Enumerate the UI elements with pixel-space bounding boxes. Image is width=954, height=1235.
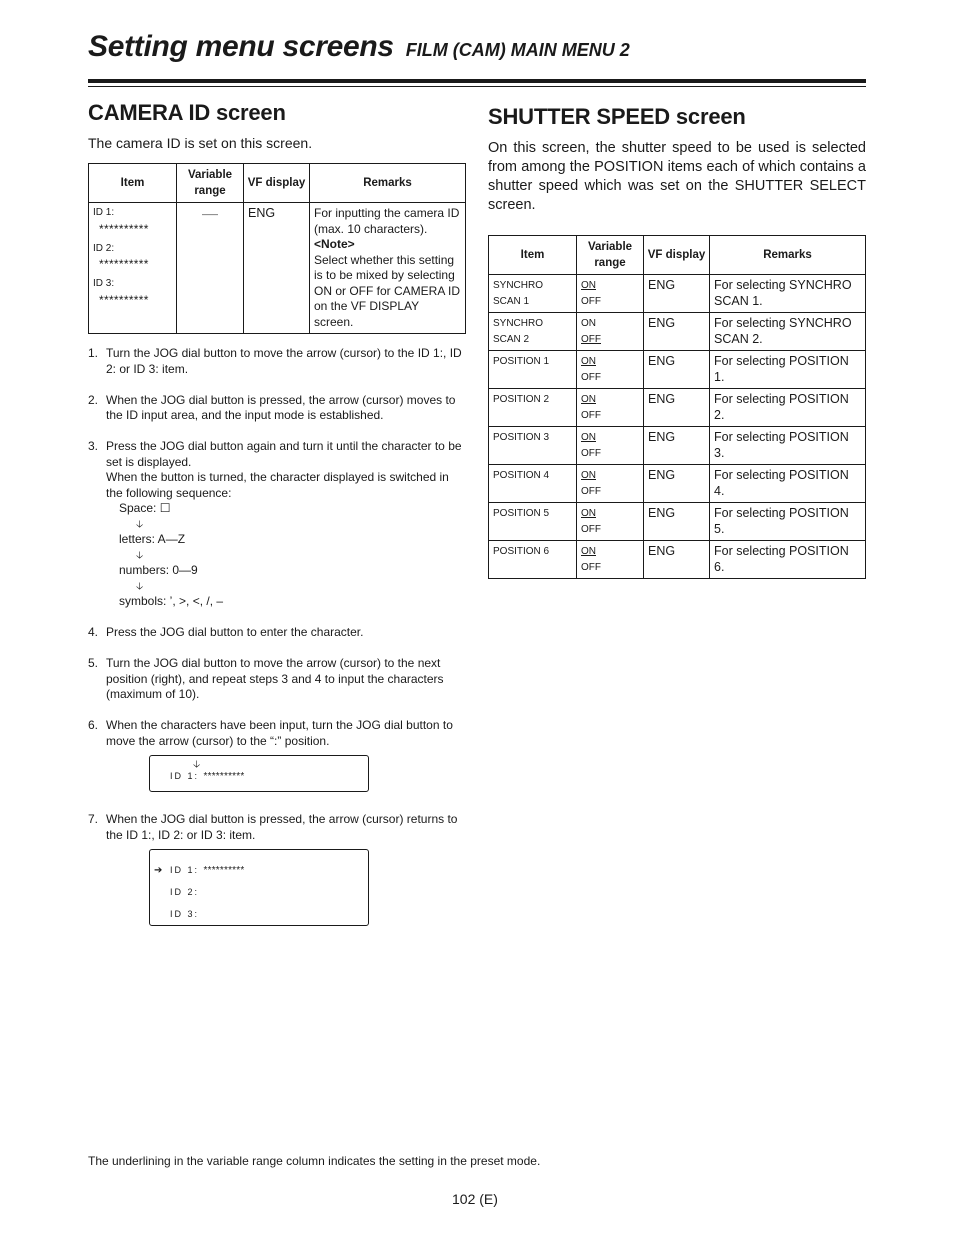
- option-on: ON: [581, 470, 596, 481]
- sequence-item: letters: A—Z: [119, 532, 186, 546]
- table-row: [489, 465, 866, 503]
- item-cell: SYNCHRO SCAN 2: [489, 313, 577, 351]
- remarks-note-label: <Note>: [314, 237, 355, 251]
- table-header-row: [489, 236, 866, 275]
- camera-id-intro: The camera ID is set on this screen.: [88, 135, 313, 151]
- option-on: ON: [581, 546, 596, 557]
- table-row: [489, 503, 866, 541]
- table-row: [489, 389, 866, 427]
- vf-cell: ENG: [244, 203, 310, 334]
- range-cell: [577, 313, 644, 351]
- remarks-cell: For selecting POSITION 6.: [710, 541, 866, 579]
- screen-line-value: **********: [203, 771, 245, 782]
- list-item: 5. Turn the JOG dial button to move the arrow (cursor) to the next position (right), and repeat steps 3 and 4 to input the characters (maximum of 10).: [88, 656, 444, 701]
- id-label: ID 1:: [93, 207, 115, 218]
- range-cell: [577, 351, 644, 389]
- screen-line-value: **********: [203, 865, 245, 876]
- arrow-down-icon: 🡣: [136, 549, 144, 561]
- vf-cell: ENG: [644, 541, 710, 579]
- arrow-right-icon: ➔: [154, 865, 163, 876]
- camera-id-steps: [88, 346, 466, 926]
- vf-cell: ENG: [644, 275, 710, 313]
- table-row: [489, 351, 866, 389]
- header-remarks: Remarks: [310, 164, 466, 203]
- screen-line-label: ID 1:: [170, 771, 200, 781]
- character-sequence: [119, 501, 466, 610]
- range-cell: [577, 389, 644, 427]
- remarks-main: For inputting the camera ID (max. 10 characters).: [314, 206, 460, 236]
- item-cell: POSITION 5: [489, 503, 577, 541]
- page-header: [88, 30, 866, 64]
- id-label: ID 2:: [93, 242, 115, 254]
- list-item: 7. When the JOG dial button is pressed, the arrow (cursor) returns to the ID 1:, ID 2: or ID 3: item.: [88, 812, 458, 842]
- option-on: ON: [581, 508, 596, 519]
- screen-illustration-2: [149, 849, 369, 926]
- id-value: **********: [99, 292, 149, 307]
- header-remarks: Remarks: [710, 236, 866, 275]
- id-items-cell: [89, 203, 177, 334]
- shutter-speed-section: [488, 104, 866, 579]
- camera-id-table: [88, 163, 466, 334]
- header-item: Item: [489, 236, 577, 275]
- screen-line-label: ID 2:: [170, 887, 200, 897]
- option-on: ON: [581, 394, 596, 405]
- list-item: 1. Turn the JOG dial button to move the arrow (cursor) to the ID 1:, ID 2: or ID 3: item.: [88, 346, 462, 376]
- table-row: [489, 541, 866, 579]
- range-cell: [577, 465, 644, 503]
- range-dash: ——: [202, 210, 218, 219]
- header-vf-display: VF display: [644, 236, 710, 275]
- item-cell: POSITION 3: [489, 427, 577, 465]
- vf-cell: ENG: [644, 465, 710, 503]
- range-cell: [577, 427, 644, 465]
- remarks-cell: For selecting POSITION 4.: [710, 465, 866, 503]
- remarks-cell: For selecting POSITION 1.: [710, 351, 866, 389]
- header-rule-thick: [88, 79, 866, 83]
- footnote: The underlining in the variable range column indicates the setting in the preset mode.: [88, 1154, 541, 1168]
- vf-cell: ENG: [644, 389, 710, 427]
- table-header-row: [89, 164, 466, 203]
- screen-line-label: ID 1:: [170, 865, 200, 875]
- option-off: OFF: [581, 523, 601, 535]
- option-off: OFF: [581, 447, 601, 459]
- option-on: ON: [581, 356, 596, 367]
- vf-cell: ENG: [644, 427, 710, 465]
- shutter-speed-intro: On this screen, the shutter speed to be used is selected from among the POSITION items each of which contains a shutter speed which was set on the SHUTTER SELECT screen.: [488, 140, 866, 213]
- vf-cell: ENG: [644, 313, 710, 351]
- shutter-table-body: [489, 275, 866, 579]
- remarks-cell: For selecting POSITION 3.: [710, 427, 866, 465]
- option-off: OFF: [581, 371, 601, 383]
- remarks-cell: For selecting SYNCHRO SCAN 1.: [710, 275, 866, 313]
- option-on: ON: [581, 318, 596, 329]
- remarks-cell: [310, 203, 466, 334]
- range-cell: [577, 503, 644, 541]
- table-row: [89, 203, 466, 334]
- item-cell: POSITION 2: [489, 389, 577, 427]
- item-cell: POSITION 4: [489, 465, 577, 503]
- item-cell: POSITION 1: [489, 351, 577, 389]
- header-rule-thin: [88, 86, 866, 87]
- remarks-cell: For selecting POSITION 2.: [710, 389, 866, 427]
- vf-cell: ENG: [644, 351, 710, 389]
- range-cell: [577, 541, 644, 579]
- arrow-down-icon: 🡣: [136, 580, 144, 592]
- table-row: [489, 275, 866, 313]
- list-item: 3. Press the JOG dial button again and turn it until the character to be set is displayed. When the button is turned, the character displayed is switched in the following sequence: Space: ☐ 🡣 letters: A—Z 🡣 numbers: 0—9 🡣 symbols: ’, >, <, /, –: [88, 439, 466, 610]
- option-on: ON: [581, 280, 596, 291]
- arrow-down-icon: 🡣: [193, 759, 201, 770]
- sequence-item: Space: ☐: [119, 501, 171, 515]
- screen-illustration-1: [149, 755, 369, 792]
- remarks-note: Select whether this setting is to be mixed by selecting ON or OFF for CAMERA ID on the VF DISPLAY screen.: [314, 252, 461, 329]
- vf-cell: ENG: [644, 503, 710, 541]
- page-title: Setting menu screens: [88, 30, 394, 63]
- option-off: OFF: [581, 333, 601, 345]
- page-number: 102 (E): [452, 1191, 498, 1207]
- camera-id-heading: CAMERA ID screen: [88, 100, 286, 125]
- id-value: **********: [99, 257, 149, 271]
- option-off: OFF: [581, 409, 601, 421]
- id-label: ID 3:: [93, 278, 115, 289]
- table-row: [489, 427, 866, 465]
- header-vf-display: VF display: [244, 164, 310, 203]
- header-variable-range: Variable range: [177, 164, 244, 203]
- option-off: OFF: [581, 561, 601, 573]
- page-subtitle: FILM (CAM) MAIN MENU 2: [405, 40, 630, 60]
- header-item: Item: [89, 164, 177, 203]
- arrow-down-icon: 🡣: [136, 518, 144, 530]
- item-cell: SYNCHRO SCAN 1: [489, 275, 577, 313]
- range-cell: [577, 275, 644, 313]
- sequence-item: numbers: 0—9: [119, 563, 198, 577]
- option-off: OFF: [581, 485, 601, 497]
- option-off: OFF: [581, 295, 601, 307]
- shutter-speed-heading: SHUTTER SPEED screen: [488, 104, 746, 129]
- id-value: **********: [99, 221, 149, 236]
- camera-id-section: [88, 100, 466, 926]
- shutter-speed-table: [488, 235, 866, 579]
- list-item: 4. Press the JOG dial button to enter the character.: [88, 625, 364, 639]
- remarks-cell: For selecting POSITION 5.: [710, 503, 866, 541]
- remarks-cell: For selecting SYNCHRO SCAN 2.: [710, 313, 866, 351]
- table-row: [489, 313, 866, 351]
- option-on: ON: [581, 432, 596, 443]
- range-cell: [177, 203, 244, 334]
- screen-line-label: ID 3:: [170, 909, 200, 919]
- list-item: 2. When the JOG dial button is pressed, the arrow (cursor) moves to the ID input area, and the input mode is established.: [88, 392, 456, 422]
- sequence-item: symbols: ’, >, <, /, –: [119, 594, 224, 608]
- item-cell: POSITION 6: [489, 541, 577, 579]
- header-variable-range: Variable range: [577, 236, 644, 275]
- list-item: 6. When the characters have been input, turn the JOG dial button to move the arrow (cursor) to the “:” position.: [88, 718, 453, 748]
